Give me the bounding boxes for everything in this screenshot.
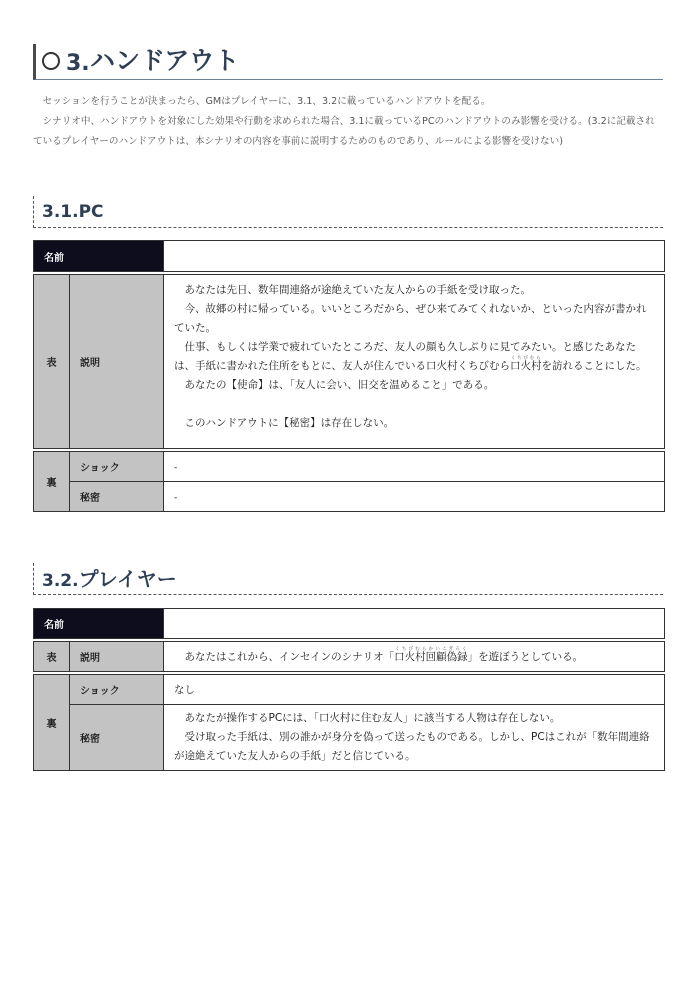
desc-line-3: 仕事、もしくは学業で疲れていたところだ、友人の顔も久しぶりに見てみたい。と感じたあなたは、手紙に書かれた住所をもとに、友人が住んでいる口火村くちびむら口火村くちびむらを訪れることにした。 <box>174 341 647 372</box>
desc-line-1: あなたは先日、数年間連絡が途絶えていた友人からの手紙を受け取った。 <box>184 284 531 296</box>
desc-line-4: あなたの【使命】は、「友人に会い、旧交を温めること」である。 <box>184 379 495 391</box>
table-row-secret <box>34 705 665 771</box>
secret-label: 秘密 <box>70 705 164 771</box>
section-title: プレイヤー <box>78 567 177 591</box>
section-heading-pc <box>33 196 663 228</box>
section-heading-player <box>33 563 663 595</box>
front-label: 表 <box>34 642 70 672</box>
desc-label: 説明 <box>70 642 164 672</box>
handout-table-player <box>33 608 665 771</box>
secret-value <box>164 705 665 771</box>
secret-line-2: 受け取った手紙は、別の誰かが身分を偽って送ったものである。しかし、PCはこれが「数年間連絡が途絶えていた友人からの手紙」だと信じている。 <box>174 731 650 762</box>
intro-text <box>33 92 663 152</box>
table-row-name <box>34 241 665 272</box>
secret-label: 秘密 <box>70 482 164 512</box>
shock-value: なし <box>164 675 665 705</box>
desc-value <box>164 275 665 449</box>
table-row-shock <box>34 452 665 482</box>
name-value <box>164 241 665 272</box>
name-header: 名前 <box>34 241 164 272</box>
section-title: PC <box>78 202 104 222</box>
desc-line-2: 今、故郷の村に帰っている。いいところだから、ぜひ来てみてくれないか、といった内容が書かれていた。 <box>174 303 647 334</box>
desc-label: 説明 <box>70 275 164 449</box>
name-header: 名前 <box>34 609 164 639</box>
section-heading-label <box>42 201 104 223</box>
secret-value: - <box>164 482 665 512</box>
name-value <box>164 609 665 639</box>
intro-paragraph-2: シナリオ中、ハンドアウトを対象にした効果や行動を求められた場合、3.1に載っているPCのハンドアウトのみ影響を受ける。(3.2に記載されているプレイヤーのハンドアウトは、本シナリオの内容を事前に説明するためのものであり、ルールによる影響を受けない) <box>33 116 655 147</box>
handout-table-pc <box>33 240 665 512</box>
table-row-shock <box>34 675 665 705</box>
shock-value: - <box>164 452 665 482</box>
desc-value: あなたはこれから、インセインのシナリオ「口火村回顧偽録くちびむらかいこぎろく」を遊ぼうとしている。 <box>164 642 665 672</box>
chapter-number: 3. <box>66 51 90 76</box>
section-heading-label <box>42 568 177 592</box>
back-label: 裏 <box>34 452 70 512</box>
back-label: 裏 <box>34 675 70 771</box>
intro-paragraph-1: セッションを行うことが決まったら、GMはプレイヤーに、3.1、3.2に載っているハンドアウトを配る。 <box>42 96 491 107</box>
table-row-name <box>34 609 665 639</box>
shock-label: ショック <box>70 452 164 482</box>
chapter-title: ハンドアウト <box>90 46 240 75</box>
table-row-secret <box>34 482 665 512</box>
chapter-heading <box>33 44 663 80</box>
section-number: 3.1. <box>42 202 79 222</box>
section-number: 3.2. <box>42 571 79 591</box>
circle-icon <box>42 52 60 70</box>
table-row-front <box>34 642 665 672</box>
shock-label: ショック <box>70 675 164 705</box>
table-row-front <box>34 275 665 449</box>
secret-line-1: あなたが操作するPCには、「口火村に住む友人」に該当する人物は存在しない。 <box>184 712 561 724</box>
desc-line-5: このハンドアウトに【秘密】は存在しない。 <box>184 417 395 429</box>
front-label: 表 <box>34 275 70 449</box>
